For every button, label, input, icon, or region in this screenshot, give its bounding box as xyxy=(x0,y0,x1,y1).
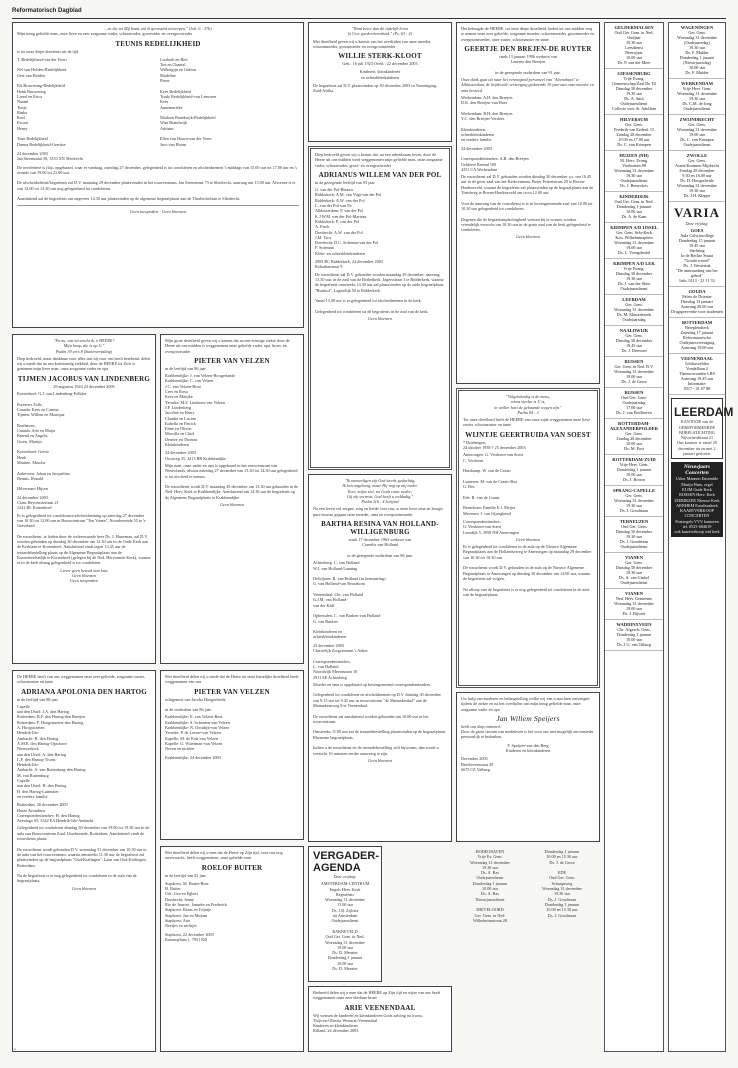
obituary-date: Rilland, 24 december 2003 xyxy=(313,1028,359,1034)
church-listing-8 xyxy=(605,326,663,357)
church-listing-place: SPRANG-CAPELLE xyxy=(612,488,656,493)
obituary-name: ADRIANA APOLONIA DEN HARTOG xyxy=(21,687,147,696)
church-listing-1 xyxy=(669,79,725,115)
church-listing-place: ROTTERDAM-ZUID xyxy=(612,457,656,462)
divider xyxy=(17,205,299,206)
obituary-intro: De HEERE heeft van ons weggenomen onze zeer geliefde, zorgzame zuster, schoonzuster en tante xyxy=(17,674,145,685)
obituary-after: * Driebergen, 24 oktober 1938 † 25 december 2003 xyxy=(463,439,526,451)
obituary-end: Geen toespraken - Geen bloemen xyxy=(130,208,186,214)
obituary-verse: ...en die tot Mij komt, zal ik geenszins uitwerpen." (Joh. 6 : 37b) xyxy=(104,26,212,31)
church-listing-17 xyxy=(605,620,663,651)
thanks-intro: Uw hulp van moderne en belangstelling welke wij van u mochten ontvangen tijdens de ziekte en na het overlijden van mijn innig geliefde man, onze zorgzame vader en opa xyxy=(461,696,590,712)
church-listing-2 xyxy=(669,115,725,151)
church-listing-11 xyxy=(605,419,663,455)
church-listing-details: Ger. Gem. Assen/Kromme Mijdrecht Zondag 28 december 9.30 en 16.00 uur Ds. D. Hoogerheide Woensdag 31 december 19.30 uur Ds. J.H. Kleppe xyxy=(675,158,719,198)
obituary-family: Achterberg: C. van Holland W.J. van Holland-Lanning Delwijnen: R. van Holland (in herinnering) G. van Holland-van Beusekom Veenendaal: Chr. van Holland G.J.M. van Holland- van der Kliff Opheusden: C. van Burken-van Holland G. van Burken Kleinkinderen en achterkleinkinderen xyxy=(313,560,386,640)
obituary-body: De begrafenis zal D.V. plaatsvinden op 30 december 2003 in Vereeniging, Zuid-Afrika. xyxy=(313,83,437,94)
obituary-den-breejen xyxy=(456,22,600,384)
varia-listing-2 xyxy=(669,318,725,354)
obituary-buiter xyxy=(160,846,304,1052)
obituary-end: Liever geen bezoek aan huis Geen bloemen Geen toespraken xyxy=(60,567,108,584)
thanks-date: December 2003 Beethovenstraat 29 6675 CE Valburg xyxy=(461,756,494,772)
church-listing-14 xyxy=(605,517,663,553)
church-listing-5 xyxy=(605,223,663,259)
obituary-intro: Tot onze droefheid heeft de HEERE van onze zijde weggenomen onze lieve zuster, schoonzuster en tante xyxy=(463,417,591,428)
obituary-intro: Diep bedroefd, maar dankbaar voor alles wat hij voor ons heeft betekend, delen wij u mede dat na een kortstondig ziekbed, door de HEERE tot Zich is genomen mijn lieve man, onze zorgzame vader en opa xyxy=(17,355,151,372)
church-listing-place: VIANEN xyxy=(624,591,644,596)
church-listing-place: ZWIJNDRECHT xyxy=(679,117,715,122)
church-listing-details: Vrije Evang. Dinsdag 30 december 19.30 uur Ds. J. van der Sluis Oudejaarsdienst xyxy=(615,266,653,291)
varia-listing-place: GOUDA xyxy=(688,289,706,295)
obituary-after: Geb.: 16 juli 1923 Overl.: 22 december 2003 xyxy=(342,61,418,67)
church-listing-6 xyxy=(605,259,663,295)
church-listing-place: HUIZEN (NH) xyxy=(619,153,649,158)
church-listing-16 xyxy=(605,589,663,620)
church-listing-3 xyxy=(669,151,725,202)
obituary-verse: "En nu, wat verwacht ik, o HEERE? Mijn hoop, die is op U." Psalm 39 vers 8 (Statenvertaling) xyxy=(53,338,115,354)
obituary-intro: Na een leven vol zorgen, zorg en liefde voor ons, is onze lieve oma en hoogst pure bewust gegaan onze moeder, oma en overgrootmoeder xyxy=(313,506,443,517)
varia-listing-details: Aula Calvijncollege Donderdag 15 januari 19.45 uur Stichting In de Rechte Straat "Gouda woord" Ds. J. Westerink "De aanvaarding van het gebed" Info: 0113 - 21 11 33 xyxy=(676,233,718,284)
church-listing-3 xyxy=(605,151,663,192)
obituary-name: ADRIANUS WILLEM VAN DER POL xyxy=(318,170,442,179)
obituary-body: Gelegenheid tot condoleren dinsdag 30 december van 19.00 tot 19.30 uur in de aula van Rouwcentrum Zuid, IJsselmonde, Rotterdam. Aansluitend vindt de rouwdienst plaats. De rouwdienst wordt gehouden D.V. woensdag 31 december om 10.30 uur in de aula van het rouwcentrum, waarna omstreeks 11.30 uur de begrafenis zal plaatsvinden op de begraafplaats "Oud-Kralingen", Laan van Oud-Kralingen, Rotterdam. Na de begrafenis is er nog gelegenheid tot condoleren in de aula van de begraafplaats. xyxy=(17,825,150,884)
obituary-after: in de leeftijd van 88 jaar. xyxy=(17,696,59,702)
church-listing-1 xyxy=(605,69,663,115)
church-listing-details: Ger. Gem. Woensdag 31 december (Oudejaarsdag) 19.30 uur Ds. F. Mulder Donderdag 1 januari (Nieuwjaarsdag) 10.00 uur Ds. F. Mulder xyxy=(677,30,717,75)
kerkdiensten-list xyxy=(669,23,725,202)
obituary-name: PIETER VAN VELZEN xyxy=(194,687,270,696)
obituary-body: De rouwdienst zal D.V. gehouden worden dinsdag 30 december a.s. om 10.45 uur in de grote zaal van het Kerkcentrum, Pieter Pettertstraat 20 te Boven-Hardinxveld, waarna de begrafenis zal plaatsvinden op de begraafplaats aan de Tiendweg te Boven-Hardinxveld om circa 12.00 uur. Voor de aanvang van de rouwdienst is er in bovengenoemde zaal van 10.00 tot 10.30 uur gelegenheid tot condoleren. Degenen die de begrafenisplechtigheid wensen bij te wonen, worden vriendelijk verzocht om 10.30 uur in de grote zaal van de kerk gelegenheid te condoleren. xyxy=(461,174,594,233)
church-listing-0 xyxy=(669,23,725,79)
obituary-intro: Met droefheid delen wij u mee dat de Heere op Zijn tijd, voor ons nog onverwacht, heeft weggenomen, onze geliefde oom xyxy=(165,850,283,861)
thanks-family: F. Speijers-van den Berg Kinderen en kleinkinderen xyxy=(505,742,551,754)
obituary-family: Krabbendijke: E. van Velzen-Boot Krabbendijke: S. Schouten-van Velzen Krabbendijke: N. Oostdijk-van Velzen Yerseke: P. de Leeuw-van Velzen Kapelle: M. de Kok-van Velzen Kapelle: G. Waterman-van Velzen Neven en nichten xyxy=(165,714,230,752)
obituary-end: Geen bloemen xyxy=(367,316,393,322)
church-listing-details: Ger. Gem. Zondag 28 december 10.00 uur Ds. M. Post xyxy=(616,431,652,451)
church-listing-15 xyxy=(605,553,663,589)
church-listing-place: WADDINXVEEN xyxy=(616,622,652,627)
obituary-intro: Bedroefd delen wij u mee dat de HEERE op Zijn tijd en wijze van ons heeft weggenomen onze zeer dierbare broer xyxy=(313,990,441,1001)
church-listing-details: Oud Ger. Gem. in Ned. Donderdag 1 januari 10.00 uur Ds. A. de Kam xyxy=(614,199,654,219)
obituary-body: De rouwdienst zal D.V. gehouden worden maandag 29 december, aanvang 13.30 uur, in de zaal van de Betheikerk, Jagersstraat 3 te Ridderkerk, waarna de begrafenis omstreeks 14.30 uur zal plaatsvinden op de oude begraafplaats "Rusthof", Lagendijk 50 te Ridderkerk. Vanaf 13.00 uur is er gelegenheid tot afscheidnemen in de kerk. Gelegenheid tot condoleren na de begrafenis in de zaal van de kerk. xyxy=(315,271,444,314)
church-listing-details: Ger. Gem. Woensdag 31 december 19.00 uur Ds. C. van Krimpen Oudejaarsdienst xyxy=(677,122,717,147)
obituary-sterk-kloot xyxy=(308,22,452,142)
church-listing-details: Ned. Herv. Gemeente Woensdag 31 december 19.00 uur Ds. J. Bijvoet xyxy=(614,596,654,616)
obituary-end: Geen bloemen xyxy=(219,502,245,508)
newspaper-title: Reformatorisch Dagblad xyxy=(12,8,82,14)
obituary-date: 24 december 2003 Correspondentieadres: A.B. den Breejen Gelderse Beemd 109 4251 CA Werkendam xyxy=(461,145,529,172)
church-listing-place: RIJSSEN xyxy=(624,359,644,364)
obituary-after: echtgenoot van Jacoba Hoogerheide in de ouderdom van 86 jaar. xyxy=(165,696,226,713)
agenda-title: VERGADER- AGENDA xyxy=(313,850,380,874)
church-listing-details: Oud Ger. Gem. Oudejaarsdag 17.00 uur Ds. J. van Eindhoven xyxy=(616,395,652,415)
church-listing-13 xyxy=(605,486,663,517)
obituary-family: Stapkorst: M. Buiter-Boer H. Buiter Urk: Geu en Egbert Dordrecht: Jenny Rio de Janeiro: Janneke en Frederick Stapkorst: Klaas en Trijntje Staphorst: Jan en Mirjam Staphorst: Arie Neefjes en nichtjes xyxy=(165,880,227,929)
church-listing-place: RIJSSEN xyxy=(624,390,644,395)
varia-listing-1 xyxy=(669,287,725,318)
obituary-date: 2983 BC Ridderkerk, 24 december 2003 Robadonstraat 9 xyxy=(315,259,383,270)
obituary-body: Er is gelegenheid tot condoleren in de aula op de Nieuwe Algemene Begraafplaats aan de Hollandseweg te Amerongen op maandag 29 december van 10.30 tot 10.30 uur. De rouwdienst wordt D.V. gehouden in de aula op de Nieuwe Algemene Begraafplaats te Amerongen op dinsdag 30 december om 14.00 uur, waarna de begrafenis zal volgen. Na afloop van de begrafenis is er nog gelegenheid tot condoleren in de aula van de begraafplaats. xyxy=(463,544,592,597)
church-listing-details: Chr. Afgesch. Gem. Donderdag 1 januari 10.00 uur Ds. J.G. van Tilburg xyxy=(616,627,652,647)
obituary-family: T. Redelijkheid-van der Voort Nel van Holden-Redelijkheid Gert van Holden Els Bruwening-Redelijkheid Henk Bruwening Liesel en Erica Naomi Tonja Binka Roel Ewout Henry Teun Redelijkheid Dunna Redelijkheid-Gerritse Liesbeth en Bert Ton en Chantal Wilbergijn en Gideon Madeline Pieter Kees Redelijkheid Trudy Redelijkheid-van Leeuwen Kees Annemarieke Marleen Brandwijk-Redelijkheid Wim Brandwijk Adriaan Ellen van Hoorn-van der Voort Jaco van Hoorn xyxy=(17,56,217,147)
church-listing-details: Vrije Herv. Gem. Donderdag 1 januari 10.00 uur Ds. J. Brown xyxy=(616,462,652,482)
obituary-after: in de leeftijd van 86 jaar. xyxy=(165,365,207,371)
obituary-intro: Met droefheid delen wij u mede dat de Heere tot onze hartelijke droefheid heeft weggenomen van ons xyxy=(165,674,299,685)
obituary-name: ROELOF BUITER xyxy=(201,863,263,872)
obituary-body: Moeder en oma is opgebaard op bovengenoemd correspondentieadres. Gelegenheid tot condoleren en afscheidnemen op D.V. dinsdag 30 december van 9.15 uur tot 9.45 uur in rouwcentrum "de Mannekenhof" aan de Mannekensweg 8 te Veenendaal. De rouwdienst zal aansluitend worden gehouden om 10.00 uur in het rouwcentrum. Omstreeks 11.00 uur zal de teraardebestelling plaatsvinden op de begraafplaats Rhenense begraafplaats. Indien u de rouwdienst en de teraardebestelling wilt bijwonen, dan wordt u verzocht 10 minuten eerder aanwezig te zijn. xyxy=(313,681,446,756)
church-listing-details: Oud Ger. Gem. in Ned. Oudjaar 19.30 uur Leesdienst Nieuwjaar 10.00 uur Ds. P. van der Meer xyxy=(614,30,654,65)
obituary-van-velzen-1 xyxy=(160,334,304,664)
obituary-van-soest xyxy=(456,388,600,688)
church-listing-place: NAALDWIJK xyxy=(619,328,649,333)
church-listing-place: VIANEN xyxy=(624,555,644,560)
obituary-verse: Onze dank gaat uit naar het verzorgend personeel van "Altenahuys" te Alblasserdam, de liefdevolle verzorging gedurende 10 jaar aan onze moeder en oma besteed. xyxy=(461,77,594,93)
thanks-speijers xyxy=(456,692,600,842)
varia-list xyxy=(669,226,725,395)
obituary-intro: Mijn grote droefheid geven wij u kennis dat na een ernstige ziekte door de Heere uit ons midden is weggenomen onze geliefde vader, opa, broer, en overgrootvader xyxy=(165,338,290,354)
concert-body: Urker Mannen Ensemble Marijn Haas, orgel ELIM Oude Kerk RIJSSEN Herv. Kerk ZIERIKZEE Nieuwe Kerk ARNHEM Eusebiuskerk KAARTVERKOOP CONCERTEN Postzegels VVV kantoren tel. 0525-684619 ook kaartverkoop wid kerk xyxy=(674,476,720,535)
obituary-intro: Diep bedroefd geven wij u kennis dat, na een arbeidzaam leven, door de Heere uit ons midden werd weggenomen mijn geliefde man, onze zorgzame vader, schoonvader, groot- en overgrootvader xyxy=(315,152,443,168)
varia-listing-place: VEENENDAAL xyxy=(680,356,714,362)
obituary-family: Krabbendijke: J. van Velzen-Hoogerlande Krabbendijke: C. van Velzen J.C. van Velzen-Hout Cees en Rosa Kees en Marijke Yerseke: M.S. Linthorst-van Velzen J.P. Lindenberg Jacoline en Harry Claudia en Lucian Isabella en Patrick Eline en Olivier Marcilla en Chiel Deseire en Thomas Kleinkinderen xyxy=(165,373,236,448)
leerdam-title: LEERDAM xyxy=(674,405,734,420)
church-listing-details: Vrije Herv. Gem. Woensdag 31 december 19.30 uur Ds. C.M. de Jong Oudejaarsdienst xyxy=(677,86,717,111)
church-listing-place: KRIMPEN A/D LEK xyxy=(613,261,655,266)
agenda-items: AMSTERDAM-CENTRUM Engels Herv. Kerk Begrafenis Woensdag 31 december 15.00 uur Ds. J.B. Zijlstra uit Amsterdam Oudejaarsdienst BARNEVELD Oud Ger. Gem. in Ned. Woensdag 31 december 19.00 uur Ds. D. Menster Donderdag 1 januari 10.00 uur Ds. D. Menster xyxy=(320,881,370,972)
obituary-intro: Mijn innig geliefde man, onze lieve en zeer zorgzame vader, schoonvader, grootvader en overgrootvader xyxy=(17,31,193,37)
obituary-van-lindenberg xyxy=(12,334,156,664)
church-listing-place: LEERDAM xyxy=(622,297,646,302)
page-header xyxy=(12,8,726,19)
obituary-body: Er is gelegenheid tot condoleance/afscheidneming op zaterdag 27 december van 10.30 tot 12.00 uur in Rouwcentrum "Ten Vonen", Noordereinde 55 te 's-Graveland. De rouwdienst, te leiden door de weleerwaarde heer Ds. J. Harteman, zal D.V. worden gehouden op dinsdag 30 december om 12.30 uur in de Oude Kerk aan de Kerklaan te Kortenhoef. Aansluitend vindt tegen 13.45 uur de teraardebestelling plaats op de Algemene Begraafplaats aan de Kortenhoefsedijk te Kortenhoef (gelegen bij de Ned. Hervormde Kerk), waarna er in de kerk alsnog gelegenheid is tot condoleren. xyxy=(17,512,151,566)
obituary-after: is tot onze diepe droefenis uit de tijd. xyxy=(17,48,80,54)
newspaper-page xyxy=(12,8,734,1056)
obituary-name: TIJMEN JACOBUS VAN LINDENBERG xyxy=(17,374,151,383)
varia-listing-place: BOTTERDAM xyxy=(681,320,713,326)
varia-sub: Deze vrijdag: xyxy=(685,221,709,226)
obituary-after: in de leeftijd van 81 jaar. xyxy=(165,872,207,878)
church-listing-details: Ger. Gem. Frederik van Eedenl. 15 Zondag 28 december 10.00 en 17.00 uur Ds. C. van Krimpen xyxy=(613,122,655,147)
varia-listing-details: Breepleinkerk Zaterdag 17 januari Reformatorische Oudejaarsvereniging Aanvang 19.00 uur xyxy=(679,325,715,351)
church-listing-details: Oud Ger. Gem. Dinsdag 30 december 19.30 uur Ds. J. Goudriaan Oudejaarsdienst xyxy=(615,524,653,549)
church-listing-place: HILVERSUM xyxy=(620,117,648,122)
varia-listing-0 xyxy=(669,226,725,287)
church-listing-details: Ger. Gem. Woensdag 31 december 19.30 uur Ds. J. Goudriaan xyxy=(614,493,654,513)
church-listing-10 xyxy=(605,388,663,419)
obituary-verse: "Want beter dan dit tijdelijk leven Is Uwe goedertierenheid." (Ps. 63 : 4) xyxy=(348,26,412,37)
church-listing-place: GIESSENBURG xyxy=(617,71,651,76)
obituary-name: WIJNTJE GEERTRUIDA VAN SOEST xyxy=(465,430,591,439)
varia-listing-place: GOES xyxy=(690,228,704,234)
obituary-date: 24 december 2003 Claus Heycensterlaan 21 1241 BL Kortenhoef xyxy=(17,494,59,511)
obituary-name: ARIE VEENENDAAL xyxy=(344,1003,416,1012)
church-listing-7 xyxy=(605,295,663,326)
concert-ad xyxy=(671,462,723,536)
vergader-agenda xyxy=(308,846,382,982)
church-listing-9 xyxy=(605,357,663,388)
concert-title: Nieuwjaars Concerten xyxy=(684,464,710,477)
obituary-family: Amerongen: G. Verdoorn-van Soest C. Verdoorn Harskamp: W. van de Craats Lunteren: M. van de Craats-Boa G. Bos Ede: R. van de Craats Benschom: Familie E.J. Meijer Mevrouw J. van Gijzegheoel xyxy=(463,452,524,516)
varia-title: VARIA xyxy=(674,205,720,220)
obituary-intro: Met droefheid geven wij u kennis van het overlijden van onze moeder, schoonmoeder, grootmoeder en overgrootmoeder xyxy=(313,38,432,49)
obituary-end: Geen bloemen xyxy=(71,885,97,891)
church-listing-details: Ger. Gem. Dinsdag 30 december 19.45 uur Ds. J. Driessen xyxy=(615,333,653,353)
thanks-name: Jan Willem Speijers xyxy=(496,713,560,723)
church-listing-place: TERNEUZEN xyxy=(619,519,649,524)
varia-listing-3 xyxy=(669,354,725,395)
church-listing-place: KINDERDIJK xyxy=(619,194,649,199)
obituary-date: Staphorst, 22 december 2003 Kastanjelaan 1, 7951 KD xyxy=(165,931,214,942)
church-listing-details: Ger. Gem. Woensdag 31 december Ds. M. Mastenbroek Oudejaarsdag xyxy=(614,302,654,322)
church-listing-2 xyxy=(605,115,663,151)
church-listing-12 xyxy=(605,455,663,486)
kerkdiensten-column xyxy=(604,22,664,1052)
church-listing-place: WERKENDAM xyxy=(681,81,713,86)
kerkdiensten-varia-column xyxy=(668,22,734,1052)
obituary-name: PIETER VAN VELZEN xyxy=(194,356,270,365)
church-listing-place: ROTTERDAM-ALEXANDERPOLDER xyxy=(609,421,659,431)
obituary-after: Wij wensen de kinderen en kleinkinderen Gods zalving tot troost. xyxy=(313,1012,423,1018)
leerdam-body: KANTOOR van de GEREFORMEERDE BIJBELSTICHTING Nijverheidstraat 21 Ons kantoor is vanaf 29 december tot en met 2 januari gesloten. xyxy=(676,419,717,457)
church-listing-place: GELDERMALSEN xyxy=(614,25,654,30)
obituary-end: Geen bloemen xyxy=(367,757,393,763)
obituary-name: WILLIE STERK-KLOOT xyxy=(338,52,422,61)
obituary-date: Correspondentieadres: G. Verdoorn-van Soest Leusdijk 5, 3958 NH Amerongen xyxy=(463,518,519,535)
obituary-van-velzen-2 xyxy=(160,670,304,840)
obituary-date: 25 december 2003 Christelijk Zorgcentrum 't Anker Correspondentieadres: C. van Holland Noordwijk Meentstraat 10 2911 SE Achterberg xyxy=(313,642,368,680)
obituary-after: in de gezegende leeftijd van 93 jaar. xyxy=(315,179,376,185)
obituary-family: Capelle aan den IJssel: J.A. den Hartog Rotterdam: B.F. den Hartog-den Breejen Rotterdam: P. Hoogstraeten-den Hartog A. Hoogstraeten Hendrik-Ido- Ambacht: H. den Hartog A.M.E. den Hartog-Opschoor Nieuwerkerk aan den IJssel: A. den Hartog L.F. den Hartog-Troost Hendrik-Ido- Ambacht: A. van Ruitenburg-den Hartog M. van Ruitenburg Capelle aan den IJssel: H. den Hartog H. den Hartog-Luttmaier en verdere familie xyxy=(17,703,86,799)
page-footer xyxy=(14,1048,16,1053)
obituary-family: Werkendam: A.H. den Breejen D.K. den Breejen-van Hees Werkendam: B.H. den Breejen Y.C. den Breejen-Verdoes Kleinkinderen, achterkleinkinderen en verdere familie xyxy=(461,94,513,143)
church-listing-place: KRIMPEN A/D IJSSEL xyxy=(610,225,658,230)
obituary-van-der-pol xyxy=(308,146,452,470)
leerdam-notice xyxy=(671,398,734,459)
church-services: BODEGRAVEN Vrije Ev. Gem. Woensdag 31 december 19.30 uur Ds. A. Bas Oudejaarsdienst Donderdag 1 januari 10.00 uur Ds. A. Bas Nieuwjaarsdienst DRIVELOORD Ger. Gem. in Ned. Wilhelminastraat 28 Donderdag 1 januari 10.00 en 15.30 uur Ds. J. de Groot EDE Oud Ger. Gem. Schaapsweg Woensdag 31 december 19.30 uur Ds. J. Goudriaan Donderdag 1 januari 10.00 en 15.30 uur Ds. J. Goudriaan xyxy=(470,849,582,923)
obituary-family: Kortenhoef: G.J. van Lindenberg-Folkker Foresters Falls, Canada: Kees en Catrina Tijmen, Willem en Monique Barrhaven, Canada: Arie en Marja Barend en Angela, Gwen, Martijn Kortenhoef: Gerrie Henk Martine, Mascha Ankeveen: Johan en Jacqueline Dennis, Ronald Hilversum: Hijsen xyxy=(17,391,87,492)
church-listing-details: Vrije Evang. Gemeenschap/Zaal De Til Dinsdag 30 december 19.30 uur Ds. A. Smit Oudejaarsdienst Collecte voor St. Adullam xyxy=(612,76,656,111)
church-listing-details: Ger. Gem. Sefa-Kerk Kon. Wilhelminaplein Woensdag 31 december 19.00 uur Ds. L. Vreugdenhil xyxy=(614,230,654,255)
obituary-family: Kinderen, kleinkinderen en achterkleinkinderen xyxy=(359,69,401,80)
obituary-date: Krabbendijke, 24 december 2003 xyxy=(165,754,221,760)
obituary-verse: "Volgelukzalig is de mens, wiens sterkte is U is, in welker hart de gebaande wegen zijn." Psalm 84 : 3 xyxy=(494,394,562,415)
obituary-date: Rotterdam, 26 december 2003 Huize Avondrust Correspondentieadres: H. den Hartog Aveniago 65, 3342 EA Hendrik-Ido-Ambacht xyxy=(17,802,94,824)
church-listing-4 xyxy=(605,192,663,223)
obituary-redelijkheid xyxy=(12,22,304,328)
obituary-name: TEUNIS REDELIJKHEID xyxy=(115,39,201,48)
obituary-verse: "Ik onoozeltgen zijt God steeds gedachtig, Ik ben ongelovig, maar Hij nog op mij neder. Keer, mijne ziel, tot Gods ruste weder; Gij zijt vertrost, God heeft u weldadig." Psalm 116 : 4 berijmd xyxy=(342,478,418,505)
obituary-body: De overledene is (bij» opgebaard, waar er vandaag, zaterdag 27 december, gelegenheid is tot condoleren en afscheidnemen 's middags van 15.00 uur tot 17.00 uur en 's avonds van 19.00 tot 21.00 uur. De afscheidsdienst/begrafenis zal D.V. maandag 29 december plaatsvinden in het rouwcentrum, Jan Steenstraat 73 te Sliedrecht, aanvang om 13.00 uur. Alvorens is er van 13.00 tot 13.30 uur nog gelegenheid tot condoleren. Aansluitend zal de begrafenis om ongeveer 14.30 uur plaatsvinden op de algemene begraafplaats aan de Thorbeckelaan te Sliedrecht. xyxy=(17,164,298,202)
thanks-after: heeft ons diep ontroerd. Door de grote stroom van medeleven is het voor ons niet mogelijk om eenieder persoonlijk te bedanken. xyxy=(461,723,594,740)
obituary-after: 29 augustus 1924 24 december 2003 xyxy=(53,383,115,389)
obituary-name: BARTHA RESINA VAN HOLLAND-WILLIGENBURG xyxy=(321,520,439,537)
obituary-after: sinds 17 december 1963 weduwe van Cornelis van Holland in de gezegende ouderdom van 86 jaar. xyxy=(347,537,413,558)
obituary-end: Geen bloemen xyxy=(515,234,541,240)
obituary-intro: Het behaagde de HEERE, tot onze diepe droefheid, heden uit ons midden weg te nemen onze zeer geliefde, zorgzame moeder, schoonmoeder, grootmoeder en overgrootmoeder, onze zuster, schoonzuster en tante xyxy=(461,26,595,42)
varia-listing-details: Ichthusvelden Vondellaan 4 Thema-avonden LRS Aanvang 19.45 uur Informatie: 0317 - 41 07 88 xyxy=(679,361,715,392)
church-listing-place: WAGENINGEN xyxy=(680,25,714,30)
church-listing-details: Nl. Herv. Evang. Vierhuizen 88 Woensdag 31 december 19.30 uur Oudejaarsdienst Ds. J. Beeuwkes xyxy=(614,158,654,188)
church-listing-details: Ger. Gem. Dinsdag 30 december 19.30 uur Ds. A. van Ginkel Oudejaarsdienst xyxy=(615,560,653,585)
church-services-agenda xyxy=(386,846,600,1052)
obituary-name: GEERTJE DEN BREJEN-DE RUYTER xyxy=(464,44,592,53)
page-marker: • xyxy=(14,1048,16,1053)
church-listing-details: Ger. Gem. in Ned. B.V. Woensdag 31 december 19.00 uur Ds. J. de Groot xyxy=(614,364,654,384)
church-listing-place: ZWOLLE xyxy=(686,153,708,158)
varia-listing-details: Paleis de Driestar Dinsdag 13 januari Aanvang 20.00 uur Drugspreventie voor studenten xyxy=(671,294,723,315)
obituary-after: sinds 13 januari 1996 weduwe van Laurens den Breejen in de gezegende ouderdom van 91 jaar. xyxy=(495,53,561,75)
obituary-date: 24 december 2003 Jan Steenstraat 58, 3353 XN Sliedrecht xyxy=(17,150,83,162)
obituary-family: G. van der Pol-Blaauw Ridderkerk: A.M. van Vugt-van der Pol Ridderkerk: A.W. van der Pol L. van der Pol-van Ee Alblasserdam: P. van der Pol K.J.W.M. van der Pol-Martens Ridderkerk: P. van der Pol A. Fiech Dordrecht: A.W. van der Pol J.M. Tacx Dordrecht: D.C. Soleman-van der Pol F. Soleman Klein- en achterkleinkinderen xyxy=(315,187,382,256)
obituary-body: Mijn man, onze vader en opa is opgebaard in het rouwcentrum van Nieuwlands, alwaar zaterdag 27 december van 13.30 tot 14.30 uur gelegenheid is tot afscheid te nemen. De rouwdienst wordt D.V. maandag 29 december om 13.30 uur gehouden in de Ned. Herv. Kerk te Krabbendijke. Aansluitend om 14.30 uur de begrafenis op de Algemene Begraafplaats te Krabbendijke. xyxy=(165,462,298,500)
obituary-den-hartog xyxy=(12,670,156,1052)
obituary-date: 24 december 2003 Oostweg 35, 4413 BR Krabbendijke xyxy=(165,450,227,461)
church-listing-0 xyxy=(605,23,663,69)
obituary-family: Thijs-en-Oliecka Westsrat-Veenendaal Kinderen en kleinkinderen xyxy=(313,1017,378,1029)
agenda-sub: Deze vrijdag: xyxy=(333,874,357,879)
obituary-end: Geen bloemen xyxy=(515,536,541,542)
obituary-van-holland xyxy=(308,474,452,842)
